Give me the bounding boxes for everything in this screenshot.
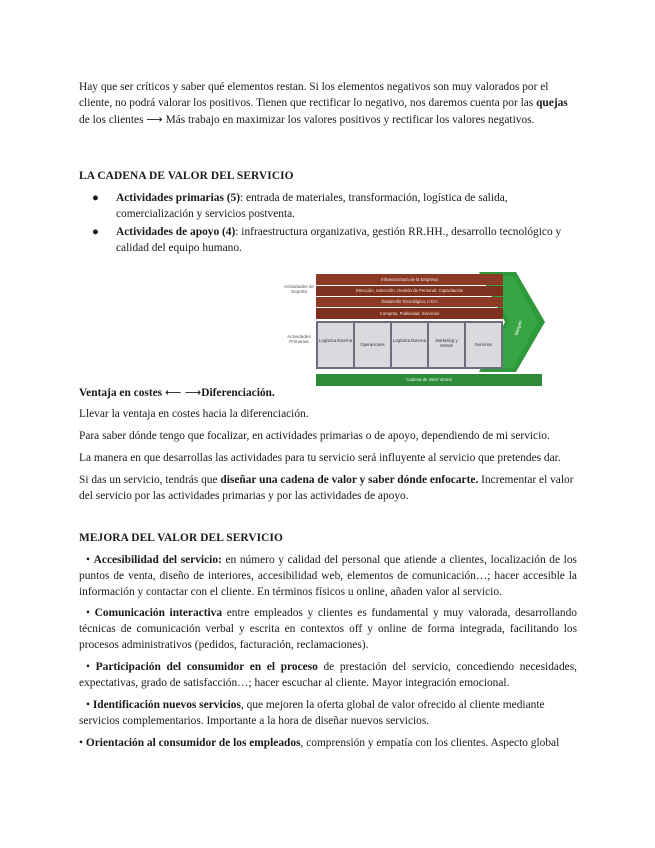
intro-paragraph	[79, 79, 577, 128]
bold-text: diseñar una cadena de valor y saber dónde enfocarte.	[220, 474, 479, 486]
primary-box-3	[392, 323, 427, 367]
paragraph: La manera en que desarrollas las actividades para tu servicio será influyente al servicio que pretendes dar.	[79, 452, 561, 464]
section-heading-mejora: MEJORA DEL VALOR DEL SERVICIO	[79, 532, 283, 544]
support-bar-label: Dirección, Selección, Gestión de Personal, Capacitación	[355, 288, 464, 293]
support-bar-label: Compras, Publicidad, Servicios	[379, 311, 440, 316]
mejora-item: • Orientación al consumidor de los empleados, comprensión y empatía con los clientes. Aspecto global	[79, 737, 560, 749]
ventaja-line	[79, 384, 577, 401]
mejora-item: • Accesibilidad del servicio: en número y calidad del personal que atiende a clientes, localización de los puntos de venta, diseño de interiores, accesibilidad web, elementos de comunicación…; hacer accesible la información y contactar con el cliente. En términos físicos u online, añaden valor al servicio.	[79, 554, 577, 598]
intro-text: Hay que ser críticos y saber qué elementos restan. Si los elementos negativos son muy valorados por el cliente, no podrá valorar los positivos. Tienen que rectificar lo negativo, nos daremos cuenta por las	[79, 81, 549, 109]
support-activities-label: Actividades de Soporte	[284, 284, 314, 294]
primary-box-label: Logística Externa	[392, 338, 427, 343]
bullet-icon: ●	[92, 226, 99, 238]
list-item	[79, 224, 577, 256]
bullet-icon: •	[86, 607, 90, 619]
item-text: : entrada de materiales, transformación, logística de salida, comercialización y servicios postventa.	[116, 192, 508, 220]
cadena-list	[79, 190, 577, 258]
mejora-item: • Comunicación interactiva entre empleados y clientes es fundamental y muy valorada, desarrollando técnicas de comunicación verbal y escrita en contextos off y online de forma integrada, facilitando los procesos administrativos (pedidos, facturación, reclamaciones).	[79, 607, 577, 651]
bullet-icon: ●	[92, 192, 99, 204]
primary-box-label: Servicios	[474, 342, 493, 347]
primary-activities-label: Actividades Primarias	[287, 334, 311, 344]
bottom-bar-label: Cadena de Valor Virtual	[406, 377, 452, 382]
primary-box-label: Marketing y Ventas	[435, 338, 458, 348]
paragraph: Para saber dónde tengo que focalizar, en actividades primarias o de apoyo, dependiendo de mi servicio.	[79, 430, 550, 442]
double-arrow-icon: ⟵ ⟶	[164, 385, 202, 399]
paragraph: Llevar la ventaja en costes hacia la diferenciación.	[79, 408, 309, 420]
primary-box-1	[318, 323, 353, 367]
primary-box-label: Logística Externa	[318, 338, 353, 343]
bullet-icon: •	[86, 661, 90, 673]
margin-label: Margen	[513, 319, 524, 337]
intro-text-end: Más trabajo en maximizar los valores positivos y rectificar los valores negativos.	[162, 114, 535, 126]
intro-text-mid: de los clientes	[79, 114, 147, 126]
item-text: : infraestructura organizativa, gestión RR.HH., desarrollo tecnológico y calidad del equipo humano.	[116, 226, 562, 254]
value-chain-diagram	[283, 270, 553, 390]
mejora-item: • Participación del consumidor en el proceso de prestación del servicio, concediendo necesidades, expectativas, grado de satisfacción…; hacer escuchar al cliente. Mayor integración emocional.	[79, 661, 577, 689]
item-bold: Actividades de apoyo (4)	[116, 226, 236, 238]
ventaja-costes: Ventaja en costes	[79, 387, 163, 399]
bullet-icon: •	[86, 554, 90, 566]
support-bar-label: Desarrollo Tecnológico, I+D+i	[381, 299, 438, 304]
intro-bold-quejas: quejas	[536, 97, 568, 109]
mejora-item: • Identificación nuevos servicios, que mejoren la oferta global de valor ofrecido al cliente mediante servicios complementarios. Importante a la hora de diseñar nuevos servicios.	[79, 699, 545, 727]
list-item	[79, 190, 577, 222]
section-heading-cadena: LA CADENA DE VALOR DEL SERVICIO	[79, 170, 294, 182]
support-bar-label: Infraestructura de la Empresa	[381, 277, 438, 282]
bullet-icon: •	[79, 737, 83, 749]
primary-box-label: Operaciones	[360, 342, 385, 347]
paragraph: Si das un servicio, tendrás que diseñar una cadena de valor y saber dónde enfocarte. Incrementar el valor del servicio por las actividades primarias y por las actividades de apoyo.	[79, 474, 574, 502]
item-bold: Actividades primarias (5)	[116, 192, 241, 204]
bullet-icon: •	[86, 699, 90, 711]
ventaja-diferenciacion: Diferenciación.	[201, 387, 275, 399]
arrow-icon: ⟶	[146, 112, 163, 126]
